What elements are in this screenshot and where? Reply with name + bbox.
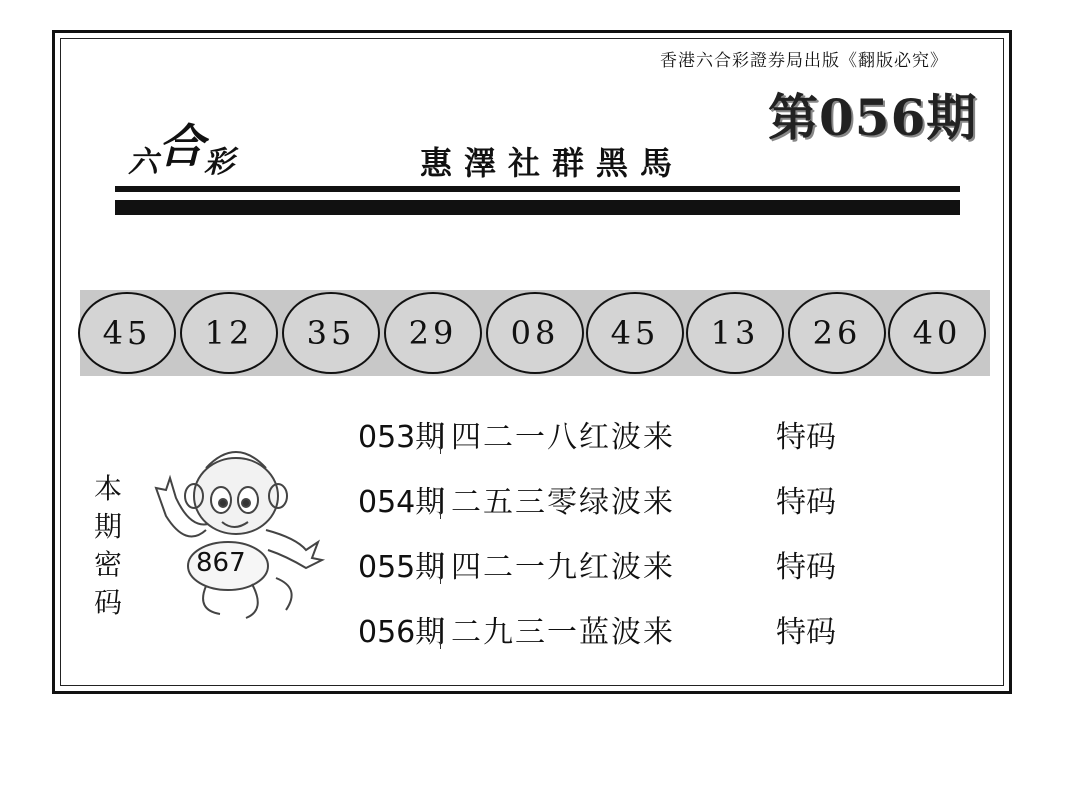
number-ball: 40 <box>888 292 986 374</box>
divider-thin <box>115 186 960 192</box>
prediction-tail: 特码 <box>776 420 836 455</box>
number-ball: 45 <box>586 292 684 374</box>
issue-number: 第056期 <box>768 88 978 147</box>
separator <box>440 619 451 649</box>
number-ball: 26 <box>788 292 886 374</box>
prediction-period: 053期 <box>358 420 446 455</box>
prediction-text: 二五三零绿波来 <box>451 485 675 520</box>
brand-char-3: 彩 <box>204 145 234 180</box>
prediction-period: 055期 <box>358 550 446 585</box>
brand-char-2: 合 <box>158 119 204 173</box>
separator <box>440 554 451 584</box>
number-ball: 29 <box>384 292 482 374</box>
prediction-text: 四二一九红波来 <box>451 550 675 585</box>
number-ball: 13 <box>686 292 784 374</box>
number-ball: 12 <box>180 292 278 374</box>
prediction-text: 二九三一蓝波来 <box>451 615 675 650</box>
brand-logo <box>128 120 234 186</box>
prediction-tail: 特码 <box>776 550 836 585</box>
divider-thick <box>115 200 960 215</box>
prediction-row <box>358 412 836 455</box>
brand-char-1: 六 <box>128 145 158 180</box>
number-ball: 08 <box>486 292 584 374</box>
number-ball: 45 <box>78 292 176 374</box>
secret-label: 本期密码 <box>93 472 122 619</box>
prediction-period: 054期 <box>358 485 446 520</box>
prediction-period: 056期 <box>358 615 446 650</box>
headline: 惠澤社群黑馬 <box>420 144 685 182</box>
publisher-line: 香港六合彩證券局出版《翻版必究》 <box>660 51 948 71</box>
prediction-tail: 特码 <box>776 615 836 650</box>
number-ball: 35 <box>282 292 380 374</box>
separator <box>440 424 451 454</box>
secret-code: 867 <box>196 548 246 578</box>
monkey-icon <box>136 438 326 628</box>
prediction-text: 四二一八红波来 <box>451 420 675 455</box>
prediction-row <box>358 542 836 585</box>
prediction-row <box>358 607 836 650</box>
prediction-row <box>358 477 836 520</box>
prediction-tail: 特码 <box>776 485 836 520</box>
separator <box>440 489 451 519</box>
